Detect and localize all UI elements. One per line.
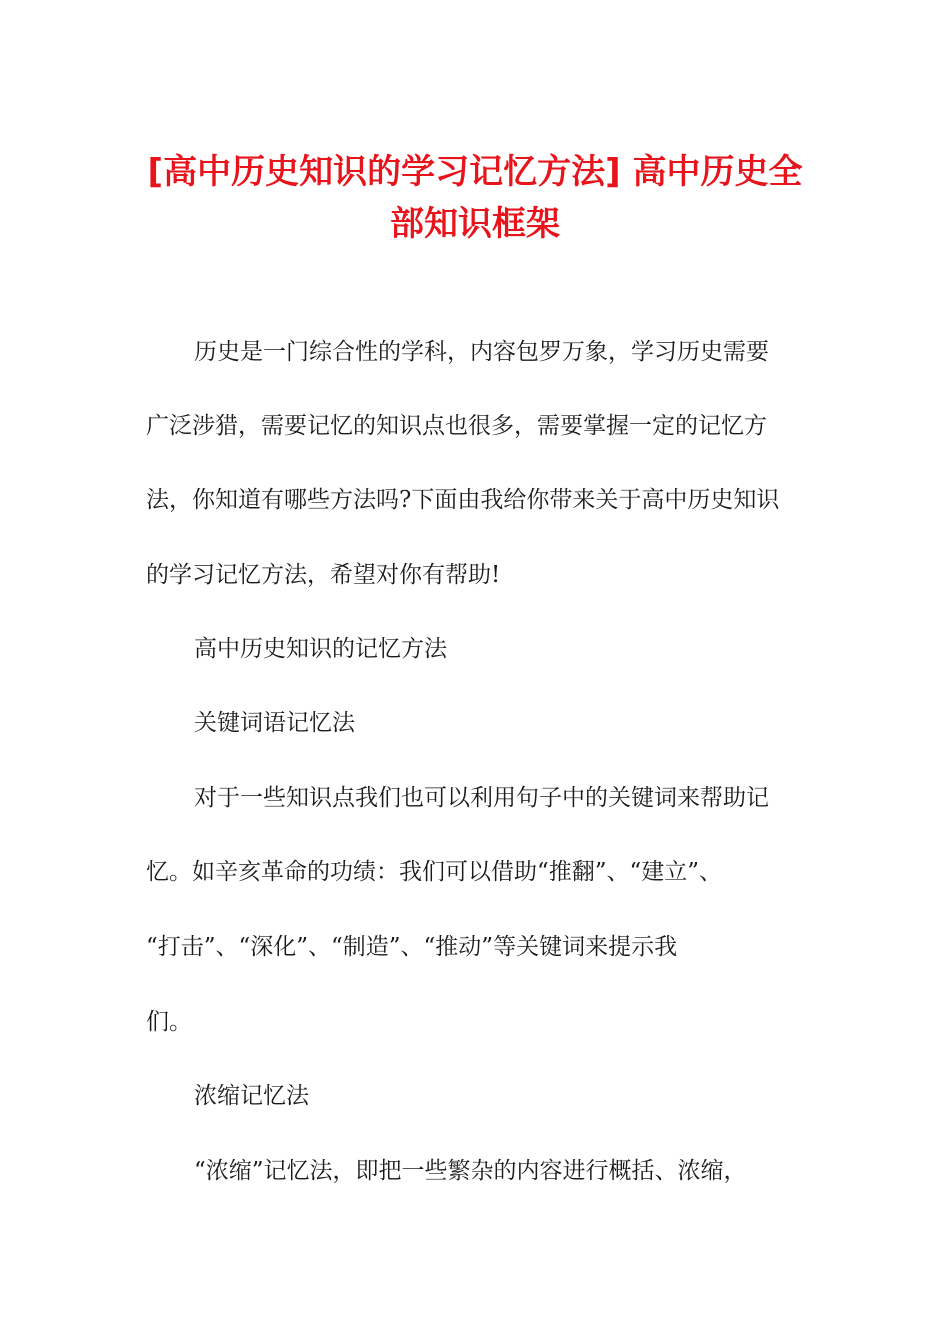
paragraph-2-line-2: 忆。如辛亥革命的功绩：我们可以借助“推翻”、“建立”、 [146, 859, 723, 885]
section-heading-memory-methods: 高中历史知识的记忆方法 [194, 636, 447, 662]
title-line-2: 部知识框架 [390, 204, 560, 244]
paragraph-1-line-1: 历史是一门综合性的学科，内容包罗万象，学习历史需要 [194, 339, 769, 365]
paragraph-2-line-1: 对于一些知识点我们也可以利用句子中的关键词来帮助记 [194, 785, 769, 811]
paragraph-2-line-4: 们。 [146, 1009, 192, 1035]
paragraph-1-line-2: 广泛涉猎，需要记忆的知识点也很多，需要掌握一定的记忆方 [146, 413, 767, 439]
subheading-keyword-memory: 关键词语记忆法 [194, 710, 355, 736]
document-title [120, 146, 830, 250]
paragraph-1-line-4: 的学习记忆方法，希望对你有帮助! [146, 562, 501, 588]
paragraph-1-line-3: 法，你知道有哪些方法吗?下面由我给你带来关于高中历史知识 [146, 487, 780, 513]
subheading-condensed-memory: 浓缩记忆法 [194, 1083, 309, 1109]
title-line-1: [高中历史知识的学习记忆方法] 高中历史全 [147, 152, 803, 192]
paragraph-3-line-1: “浓缩”记忆法，即把一些繁杂的内容进行概括、浓缩， [194, 1158, 747, 1184]
paragraph-2-line-3: “打击”、“深化”、“制造”、“推动”等关键词来提示我 [146, 934, 678, 960]
